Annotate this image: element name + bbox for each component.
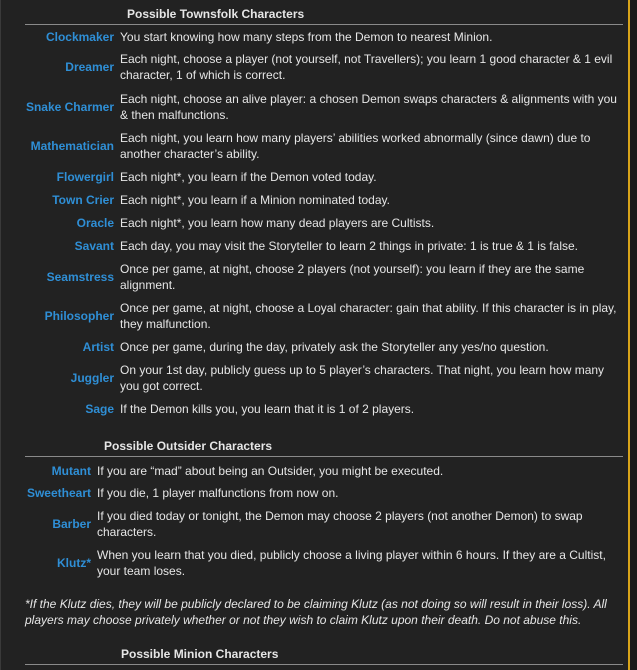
minions-divider [25, 664, 623, 665]
role-ability: Each night*, you learn if the Demon voted today. [120, 170, 377, 184]
role-ability: If you died today or tonight, the Demon may choose 2 players (not another Demon) to swap characters. [97, 509, 583, 539]
role-ability: You start knowing how many steps from the Demon to nearest Minion. [120, 29, 493, 44]
role-ability: If you are “mad” about being an Outsider, you might be executed. [97, 463, 444, 478]
role-name: Barber [52, 517, 91, 531]
role-ability: If you die, 1 player malfunctions from now on. [97, 486, 339, 500]
table-row [23, 211, 621, 234]
minions-heading: Possible Minion Characters [121, 647, 279, 661]
table-row [23, 505, 621, 543]
table-row [23, 46, 621, 88]
role-name: Dreamer [65, 60, 114, 74]
table-row [23, 257, 621, 296]
role-ability: When you learn that you died, publicly choose a living player within 6 hours. If they are a Cultist, your team loses. [97, 548, 606, 578]
table-row [23, 543, 621, 583]
role-name: Seamstress [46, 269, 114, 284]
townsfolk-heading: Possible Townsfolk Characters [127, 7, 305, 21]
outsiders-heading: Possible Outsider Characters [104, 439, 273, 453]
table-row [23, 481, 621, 505]
table-row [23, 296, 621, 335]
role-name: Sweetheart [26, 486, 91, 500]
role-name: Artist [82, 339, 114, 354]
role-name: Clockmaker [45, 29, 114, 44]
role-ability: On your 1st day, publicly guess up to 5 player’s characters. That night, you learn how many you got correct. [120, 362, 605, 393]
role-ability: If the Demon kills you, you learn that it is 1 of 2 players. [120, 402, 415, 416]
table-row [23, 397, 621, 421]
role-name: Mutant [51, 463, 91, 478]
table-row [23, 88, 621, 126]
townsfolk-divider [25, 24, 623, 25]
role-ability: Each night, you learn how many players’ abilities worked abnormally (since dawn) due to another character’s ability. [120, 131, 591, 161]
role-name: Town Crier [52, 192, 114, 207]
role-ability: Each night, choose a player (not yourself, not Travellers); you learn 1 good character & 1 evil character, 1 of which is correct. [120, 52, 613, 82]
role-name: Sage [85, 402, 114, 416]
role-name: Klutz* [57, 556, 91, 570]
role-ability: Each night, choose an alive player: a chosen Demon swaps characters & alignments with you & then malfunctions. [120, 92, 617, 122]
klutz-footnote: *If the Klutz dies, they will be publicly declared to be claiming Klutz (as not doing so will result in their loss). All players may choose privately whether or not they wish to claim Klutz upon their death. Do not abuse this. [25, 597, 607, 627]
outsiders-divider [25, 456, 623, 457]
table-row [23, 166, 621, 188]
role-name: Savant [74, 238, 114, 253]
role-name: Mathematician [30, 139, 114, 153]
table-row [23, 27, 621, 46]
table-row [23, 335, 621, 358]
role-name: Snake Charmer [25, 100, 114, 114]
role-name: Philosopher [44, 308, 114, 323]
table-row [23, 460, 621, 481]
role-ability: Each day, you may visit the Storyteller to learn 2 things in private: 1 is true & 1 is false. [120, 238, 578, 253]
outsiders-table [23, 460, 621, 583]
table-row [23, 126, 621, 166]
role-name: Oracle [76, 215, 114, 230]
role-name: Flowergirl [56, 170, 114, 184]
role-ability: Each night*, you learn if a Minion nominated today. [120, 192, 390, 207]
table-row [23, 358, 621, 397]
role-ability: Once per game, during the day, privately ask the Storyteller any yes/no question. [120, 339, 549, 354]
townsfolk-table [23, 27, 621, 421]
table-row [23, 188, 621, 211]
table-row [23, 234, 621, 257]
scroll-edge [630, 0, 637, 670]
role-ability: Once per game, at night, choose 2 players (not yourself): you learn if they are the same alignment. [120, 261, 585, 292]
role-name: Juggler [70, 370, 114, 385]
role-ability: Each night*, you learn how many dead players are Cultists. [120, 215, 435, 230]
role-ability: Once per game, at night, choose a Loyal character: gain that ability. If this character is in play, they malfunction. [120, 300, 617, 331]
